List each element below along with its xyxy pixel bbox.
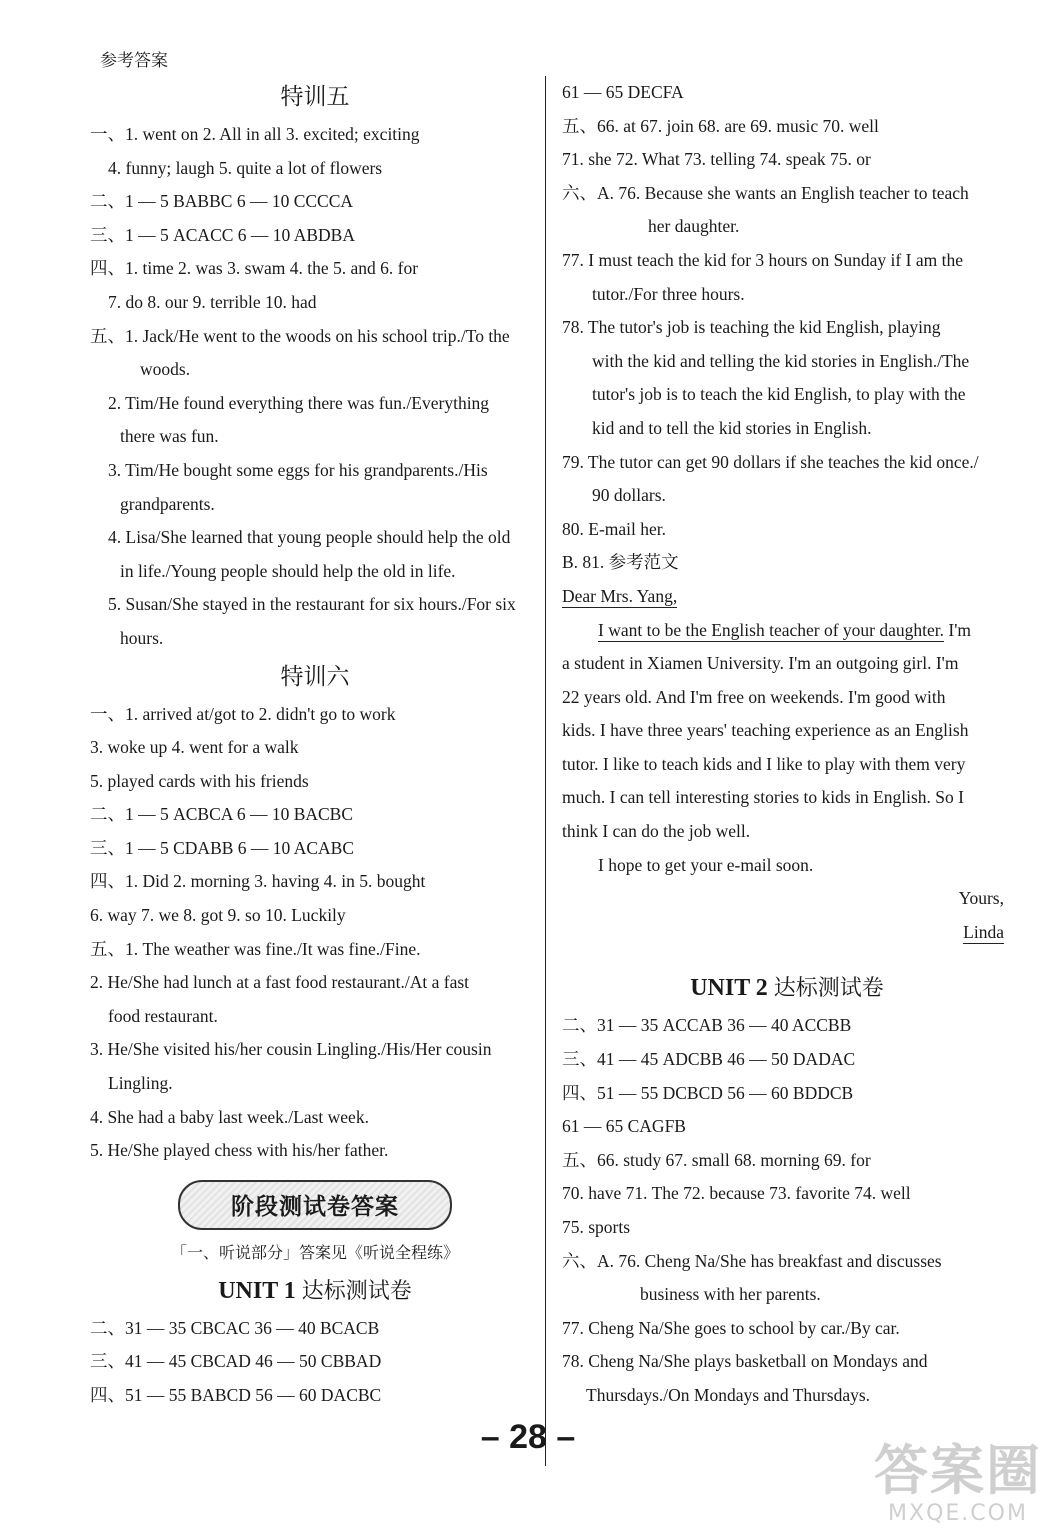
answer-line: tutor./For three hours. (592, 283, 745, 304)
answer-line: 四、51 — 55 BABCD 56 — 60 DACBC (90, 1385, 382, 1405)
letter-sign-off: Yours, (958, 888, 1004, 909)
left-column (90, 76, 540, 1413)
unit-1-title-en: UNIT 1 (218, 1277, 296, 1304)
answer-line: 五、1. The weather was fine./It was fine./Fine. (90, 938, 421, 959)
answer-line: 五、66. at 67. join 68. are 69. music 70. well (562, 115, 879, 136)
letter-closing-line: I hope to get your e-mail soon. (598, 854, 814, 875)
answer-line: 5. played cards with his friends (90, 770, 309, 791)
letter-signature (562, 916, 1012, 950)
page-header: 参考答案 (100, 51, 168, 71)
answer-line: 2. He/She had lunch at a fast food restaurant./At a fast (90, 972, 470, 993)
answer-line: 78. Cheng Na/She plays basketball on Mondays and (562, 1351, 928, 1372)
letter-body-line: kids. I have three years' teaching experience as an English (562, 720, 969, 741)
letter-body-line: tutor. I like to teach kids and I like to play with them very (562, 753, 966, 774)
answer-line: 五、1. Jack/He went to the woods on his school trip./To the (90, 325, 510, 346)
answer-line: business with her parents. (640, 1284, 821, 1305)
unit-2-title-en: UNIT 2 (690, 975, 768, 1002)
answer-line: 5. He/She played chess with his/her father. (90, 1140, 389, 1161)
banner-text: 阶段测试卷答案 (231, 1194, 399, 1221)
letter-body-line: 22 years old. And I'm free on weekends. I'm good with (562, 686, 946, 707)
right-column (562, 76, 1012, 1413)
answer-line: 四、1. Did 2. morning 3. having 4. in 5. bought (90, 871, 426, 892)
signature-name: Linda (963, 921, 1004, 942)
answer-line: hours. (120, 627, 164, 648)
answer-line: her daughter. (648, 216, 740, 237)
answer-line: 三、1 — 5 ACACC 6 — 10 ABDBA (90, 224, 355, 245)
answer-line: 二、1 — 5 BABBC 6 — 10 CCCCA (90, 191, 354, 212)
answer-line: 六、A. 76. Cheng Na/She has breakfast and discusses (562, 1250, 942, 1271)
unit-1-title (90, 1270, 540, 1312)
unit-2-title-cn: 达标测试卷 (773, 976, 884, 1002)
watermark-en: MXQE.COM (888, 1501, 1028, 1526)
greeting-text: Dear Mrs. Yang, (562, 585, 678, 606)
stage-test-banner (178, 1180, 452, 1230)
answer-line: 6. way 7. we 8. got 9. so 10. Luckily (90, 905, 346, 926)
answer-line: 三、41 — 45 ADCBB 46 — 50 DADAC (562, 1049, 856, 1070)
answer-line: woods. (140, 359, 191, 380)
answer-line: 二、31 — 35 ACCAB 36 — 40 ACCBB (562, 1015, 852, 1036)
answer-line: grandparents. (120, 493, 215, 514)
answer-line: 三、41 — 45 CBCAD 46 — 50 CBBAD (90, 1351, 382, 1372)
answer-line: 79. The tutor can get 90 dollars if she teaches the kid once./ (562, 451, 979, 472)
letter-body-line: a student in Xiamen University. I'm an outgoing girl. I'm (562, 653, 959, 674)
answer-line: 3. He/She visited his/her cousin Lingling./His/Her cousin (90, 1039, 492, 1060)
unit-2-title (562, 967, 1012, 1009)
section-title-training-6: 特训六 (280, 663, 350, 690)
answer-line: food restaurant. (108, 1005, 218, 1026)
letter-body-line: much. I can tell interesting stories to kids in English. So I (562, 787, 964, 808)
section-title-training-5: 特训五 (280, 84, 350, 110)
answer-line: in life./Young people should help the old in life. (120, 560, 456, 581)
answer-line: 77. Cheng Na/She goes to school by car./By car. (562, 1317, 900, 1338)
answer-line: 61 — 65 CAGFB (562, 1116, 686, 1137)
answer-line: 3. Tim/He bought some eggs for his grandparents./His (108, 459, 488, 480)
answer-line: 六、A. 76. Because she wants an English teacher to teach (562, 182, 969, 203)
answer-line: 三、1 — 5 CDABB 6 — 10 ACABC (90, 837, 354, 858)
answer-line: 四、51 — 55 DCBCD 56 — 60 BDDCB (562, 1082, 854, 1103)
answer-line: tutor's job is to teach the kid English, to play with the (592, 384, 966, 405)
letter-body-line: think I can do the job well. (562, 821, 751, 842)
answer-line: 4. funny; laugh 5. quite a lot of flowers (108, 157, 383, 178)
answer-line: 二、31 — 35 CBCAC 36 — 40 BCACB (90, 1317, 380, 1338)
answer-line: 90 dollars. (592, 485, 666, 506)
answer-line: Lingling. (108, 1073, 173, 1094)
answer-line: 77. I must teach the kid for 3 hours on Sunday if I am the (562, 249, 963, 270)
answer-line: there was fun. (120, 426, 219, 447)
answer-line: 80. E-mail her. (562, 518, 667, 539)
listening-note: 「一、听说部分」答案见《听说全程练》 (170, 1242, 459, 1262)
answer-line: 5. Susan/She stayed in the restaurant for six hours./For six (108, 594, 516, 615)
answer-line: 4. She had a baby last week./Last week. (90, 1106, 369, 1127)
answer-line: 一、1. went on 2. All in all 3. excited; exciting (90, 124, 420, 144)
page-number: – 28 – (480, 1418, 576, 1456)
answer-line: with the kid and telling the kid stories in English./The (592, 350, 970, 371)
letter-greeting (562, 580, 1012, 614)
first-line-tail: I'm (948, 619, 971, 640)
topic-sentence: I want to be the English teacher of your daughter. (598, 619, 945, 640)
answer-line: 4. Lisa/She learned that young people should help the old (108, 527, 511, 548)
watermark-logo (874, 1441, 1042, 1526)
answer-line: 61 — 65 DECFA (562, 82, 684, 102)
watermark-cn: 答案圈 (874, 1439, 1042, 1502)
answer-line: 71. she 72. What 73. telling 74. speak 75. or (562, 149, 871, 170)
answer-line: 75. sports (562, 1217, 631, 1237)
column-divider (545, 76, 546, 1466)
answer-line: 二、1 — 5 ACBCA 6 — 10 BACBC (90, 804, 354, 825)
unit-1-title-cn: 达标测试卷 (301, 1278, 412, 1304)
answer-line: kid and to tell the kid stories in English. (592, 417, 872, 438)
answer-line: 一、1. arrived at/got to 2. didn't go to work (90, 703, 396, 724)
answer-line: B. 81. 参考范文 (562, 552, 679, 573)
answer-line: 78. The tutor's job is teaching the kid English, playing (562, 317, 941, 338)
answer-line: 3. woke up 4. went for a walk (90, 737, 299, 758)
answer-line: Thursdays./On Mondays and Thursdays. (586, 1384, 871, 1405)
letter-first-line (562, 614, 1012, 648)
answer-line: 7. do 8. our 9. terrible 10. had (108, 291, 317, 312)
answer-line: 70. have 71. The 72. because 73. favorite 74. well (562, 1183, 911, 1204)
answer-line: 四、1. time 2. was 3. swam 4. the 5. and 6. for (90, 258, 419, 279)
answer-line: 2. Tim/He found everything there was fun./Everything (108, 392, 490, 413)
answer-line: 五、66. study 67. small 68. morning 69. for (562, 1149, 871, 1170)
